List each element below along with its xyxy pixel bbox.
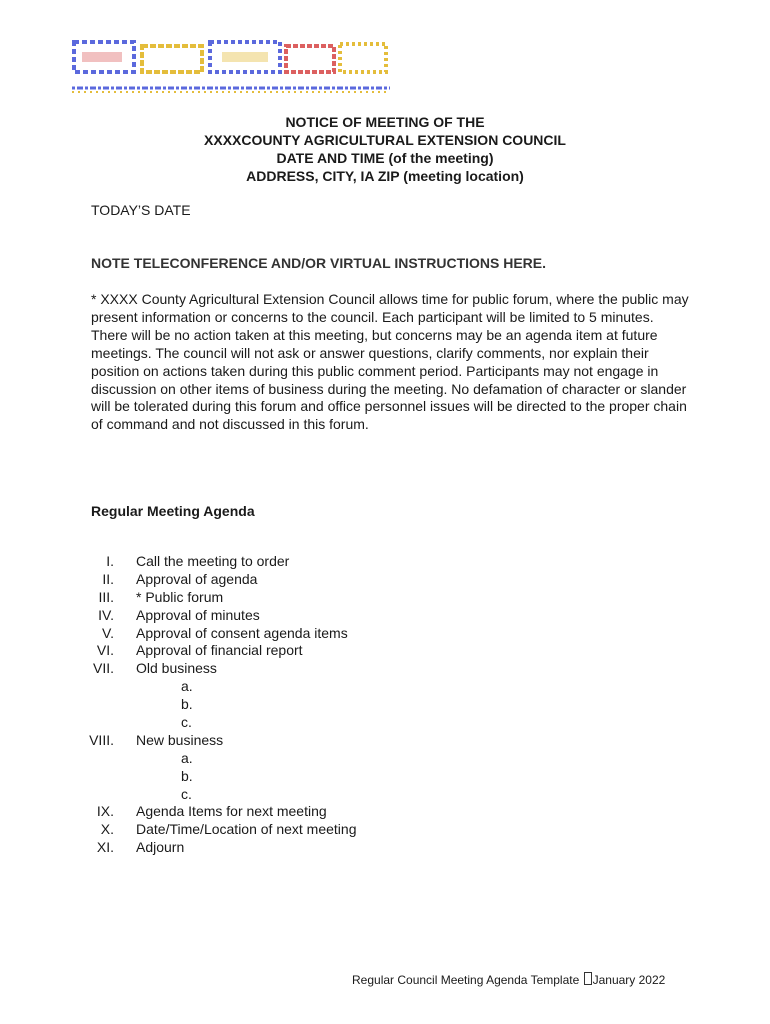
agenda-item <box>0 589 770 607</box>
footer-date: January 2022 <box>592 973 666 987</box>
notice-line: XXXXCOUNTY AGRICULTURAL EXTENSION COUNCIL <box>204 132 566 148</box>
agenda-item-label: Call the meeting to order <box>136 553 290 569</box>
footer-title: Regular Council Meeting Agenda Template <box>352 973 580 987</box>
agenda-item-number: III. <box>98 588 114 605</box>
agenda-item-label: Date/Time/Location of next meeting <box>136 821 357 838</box>
agenda-subitem-label: b. <box>181 767 193 784</box>
agenda-subitem <box>0 696 770 714</box>
agenda-item-number: VI. <box>96 642 114 659</box>
agenda-subitem-label: c. <box>181 714 192 731</box>
agenda-item <box>0 625 770 643</box>
missing-glyph-icon <box>584 972 592 985</box>
agenda-item-label: Approval of minutes <box>136 606 260 623</box>
meeting-notice-header <box>0 113 770 185</box>
agenda-item <box>0 732 770 750</box>
agenda-item-label: Adjourn <box>136 839 185 856</box>
agenda-item-number: II. <box>102 570 114 587</box>
logo-image <box>72 40 390 96</box>
todays-date: TODAY’S DATE <box>91 202 191 218</box>
notice-line: DATE AND TIME (of the meeting) <box>276 150 494 166</box>
virtual-instructions-note: NOTE TELECONFERENCE AND/OR VIRTUAL INSTRUCTIONS HERE. <box>91 255 547 271</box>
agenda-subitem-label: a. <box>181 749 193 766</box>
agenda-heading: Regular Meeting Agenda <box>91 503 255 519</box>
agenda-item <box>0 607 770 625</box>
public-forum-paragraph: * XXXX County Agricultural Extension Council allows time for public forum, where the public may present information or concerns to the council. Each participant will be limited to 5 minutes. There will be no action taken at this meeting, but concerns may be an agenda item at future meetings. The council will not ask or answer questions, clarify comments, nor explain their position on actions taken during this public comment period. Participants may not engage in discussion on other items of business during the meeting. No defamation of character or slander will be tolerated during this forum and office personnel issues will be directed to the proper chain of command and not discussed in this forum. <box>91 291 689 433</box>
agenda-item-number: VII. <box>92 660 114 677</box>
agenda-item <box>0 553 770 571</box>
agenda-subitem-label: a. <box>181 678 193 695</box>
agenda-subitem <box>0 750 770 768</box>
agenda-subitem <box>0 678 770 696</box>
agenda-subitem <box>0 768 770 786</box>
agenda-item-label: Approval of financial report <box>136 642 303 659</box>
agenda-item-number: I. <box>106 553 114 569</box>
agenda-item-number: V. <box>102 624 114 641</box>
agenda-subitem-label: c. <box>181 785 192 802</box>
agenda-item <box>0 571 770 589</box>
agenda-item <box>0 803 770 821</box>
agenda-item <box>0 660 770 678</box>
agenda-item-number: XI. <box>96 839 114 856</box>
agenda-item-number: VIII. <box>89 731 114 748</box>
agenda-item <box>0 839 770 857</box>
agenda-list <box>0 553 770 857</box>
notice-line: NOTICE OF MEETING OF THE <box>285 114 485 130</box>
agenda-item-label: Approval of consent agenda items <box>136 624 348 641</box>
agenda-item-number: IV. <box>98 606 114 623</box>
agenda-item-label: New business <box>136 731 224 748</box>
agenda-item-number: X. <box>100 821 114 838</box>
agenda-item-label: Old business <box>136 660 217 677</box>
agenda-subitem-label: b. <box>181 696 193 713</box>
agenda-subitem <box>0 714 770 732</box>
agenda-item <box>0 821 770 839</box>
notice-line: ADDRESS, CITY, IA ZIP (meeting location) <box>246 168 524 184</box>
page-footer <box>352 972 665 987</box>
agenda-item <box>0 642 770 660</box>
agenda-item-label: * Public forum <box>136 588 224 605</box>
agenda-item-label: Agenda Items for next meeting <box>136 803 327 820</box>
agenda-item-label: Approval of agenda <box>136 570 258 587</box>
agenda-item-number: IX. <box>96 803 114 820</box>
agenda-subitem <box>0 786 770 804</box>
